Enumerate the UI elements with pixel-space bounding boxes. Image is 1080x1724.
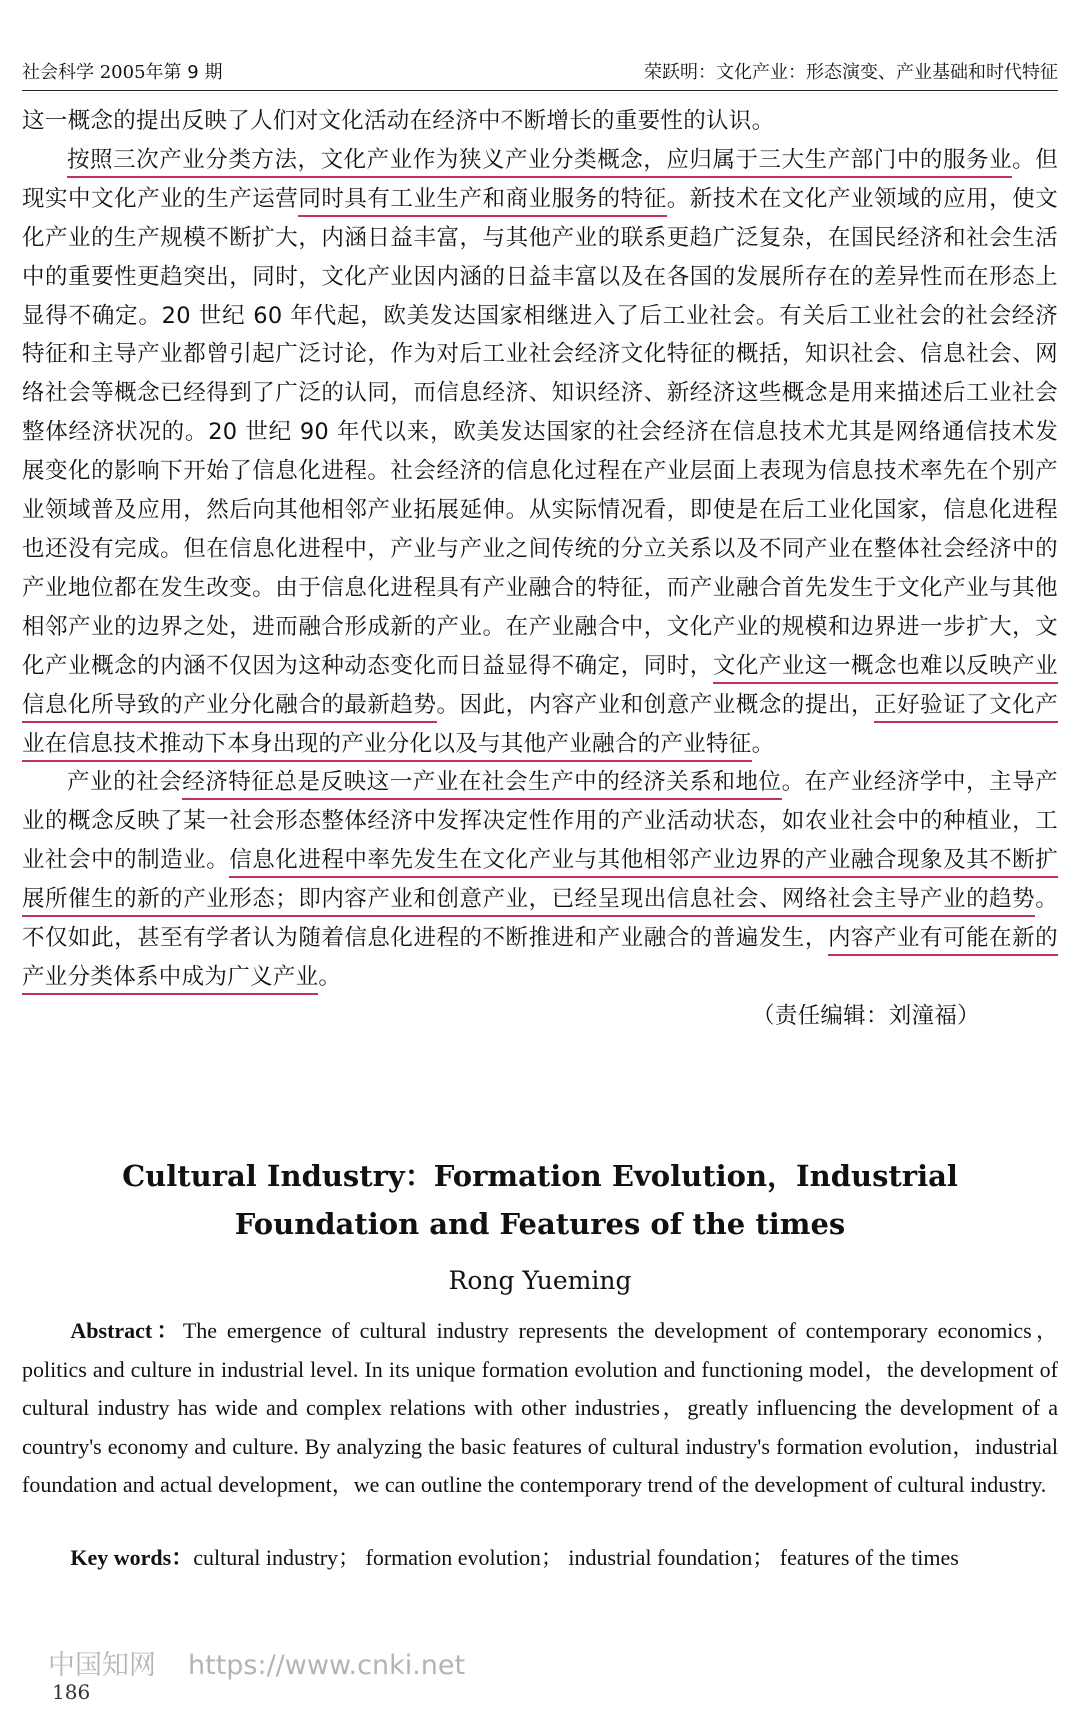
underlined-text: 经济特征总是反映这一产业在社会生产中的经济关系和地位 — [182, 769, 781, 800]
underlined-text: 文化产业这一概念也难以反映产业信息化所导致的产业分化融合的最新趋势 — [22, 653, 1058, 723]
paragraph-text: 这一概念的提出反映了人们对文化活动在经济中不断增长的重要性的认识。 — [22, 108, 775, 134]
paragraph-text: 。不仅如此，甚至有学者认为随着信息化进程的不断推进和产业融合的普遍发生， — [22, 886, 1058, 952]
paragraph-text: 。但现实中文化产业的生产运营 — [22, 146, 1058, 212]
english-title-line: Foundation and Features of the times — [234, 1207, 846, 1241]
english-title-line: Cultural Industry：Formation Evolution，Industrial — [122, 1159, 958, 1193]
underlined-text: 内容产业有可能在新的产业分类体系中成为广义产业 — [22, 925, 1058, 995]
article-body — [22, 102, 1058, 1036]
underlined-text: 正好验证了文化产业在信息技术推动下本身出现的产业分化以及与其他产业融合的产业特征 — [22, 692, 1058, 762]
english-abstract — [22, 1312, 1058, 1505]
keywords-text: cultural industry； formation evolution； industrial foundation； features of the times — [193, 1545, 959, 1570]
cnki-watermark — [48, 1643, 497, 1682]
paragraph-text: 。因此，内容产业和创意产业概念的提出， — [436, 691, 875, 718]
underlined-text: 同时具有工业生产和商业服务的特征 — [298, 186, 666, 217]
paragraph — [22, 141, 1058, 764]
watermark-cn: 中国知网 — [48, 1650, 156, 1681]
paragraph-text: 产业的社会 — [67, 769, 183, 796]
journal-year: 2005 — [99, 62, 146, 83]
paragraph-text: 。在产业经济学中，主导产业的概念反映了某一社会形态整体经济中发挥决定性作用的产业活动状态，如农业社会中的种植业，工业社会中的制造业。 — [22, 769, 1058, 874]
abstract-label: Abstract： — [70, 1318, 183, 1343]
page-number: 186 — [52, 1680, 91, 1704]
abstract-text: The emergence of cultural industry represents the development of contemporary economics，politics and culture in industrial level. In its unique formation evolution and functioning model，the development of cultural industry has wide and complex relations with other industries，greatly influencing the development of a country's economy and culture. By analyzing the basic features of cultural industry's formation evolution，industrial foundation and actual development，we can outline the contemporary trend of the development of cultural industry. — [22, 1318, 1058, 1498]
responsible-editor: （责任编辑：刘潼福） — [751, 1002, 980, 1029]
running-header — [22, 48, 1058, 91]
paragraph-text: 。 — [751, 730, 775, 757]
paragraph-text: 。 — [318, 963, 342, 990]
watermark-url: https://www.cnki.net — [188, 1650, 466, 1681]
paragraph — [22, 763, 1058, 996]
english-author: Rong Yueming — [448, 1266, 632, 1295]
underlined-text: 按照三次产业分类方法，文化产业作为狭义产业分类概念，应归属于三大生产部门中的服务业 — [67, 147, 1012, 178]
english-keywords — [22, 1541, 1058, 1572]
paragraph-text: 。新技术在文化产业领域的应用，使文化产业的生产规模不断扩大，内涵日益丰富，与其他产业的联系更趋广泛复杂，在国民经济和社会生活中的重要性更趋突出，同时，文化产业因内涵的日益丰富以及在各国的发展所存在的差异性而在形态上显得不确定。20 世纪 60 年代起，欧美发达国家相继进入了后工业社会。有关后工业社会的社会经济特征和主导产业都曾引起广泛讨论，作为对后工业社会经济文化特征的概括，知识社会、信息社会、网络社会等概念已经得到了广泛的认同，而信息经济、知识经济、新经济这些概念是用来描述后工业社会整体经济状况的。20 世纪 90 年代以来，欧美发达国家的社会经济在信息技术尤其是网络通信技术发展变化的影响下开始了信息化进程。社会经济的信息化过程在产业层面上表现为信息技术率先在个别产业领域普及应用，然后向其他相邻产业拓展延伸。从实际情况看，即使是在后工业化国家，信息化进程也还没有完成。但在信息化进程中，产业与产业之间传统的分立关系以及不同产业在整体社会经济中的产业地位都在发生改变。由于信息化进程具有产业融合的特征，而产业融合首先发生于文化产业与其他相邻产业的边界之处，进而融合形成新的产业。在产业融合中，文化产业的规模和边界进一步扩大，文化产业概念的内涵不仅因为这种动态变化而日益显得不确定，同时， — [22, 185, 1058, 679]
journal-issue: 年第 9 期 — [145, 62, 223, 83]
underlined-text: 信息化进程中率先发生在文化产业与其他相邻产业边界的产业融合现象及其不断扩展所催生的新的产业形态；即内容产业和创意产业，已经呈现出信息社会、网络社会主导产业的趋势 — [22, 847, 1058, 917]
journal-name: 社会科学 — [22, 62, 94, 83]
keywords-label: Key words： — [70, 1545, 194, 1570]
english-title — [0, 1152, 1080, 1248]
journal-info — [22, 58, 222, 84]
running-title: 荣跃明：文化产业：形态演变、产业基础和时代特征 — [644, 62, 1058, 83]
paragraph — [22, 102, 1058, 141]
